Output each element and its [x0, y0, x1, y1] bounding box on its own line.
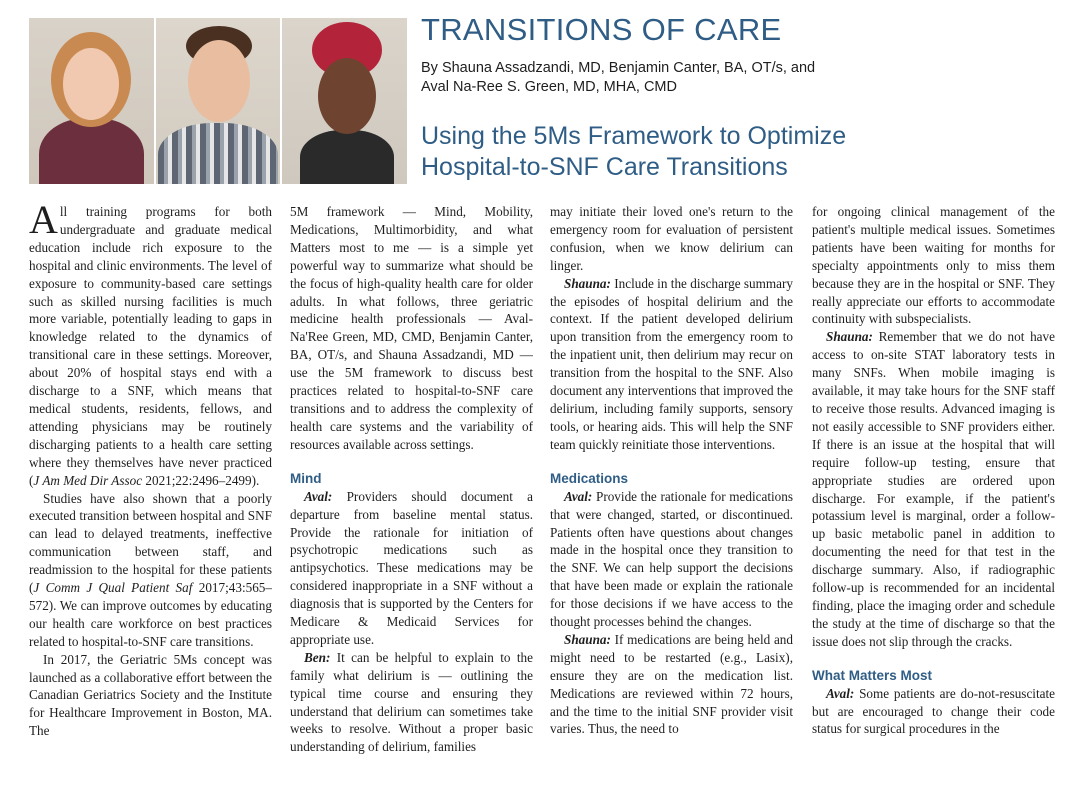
author-photos — [29, 18, 407, 184]
article-title-line-2: Hospital-to-SNF Care Transitions — [421, 153, 788, 181]
paragraph-text: Providers should document a departure from baseline mental status. Provide the rationale for initiation of psychotropic medications such as antipsychotics. These medications may be considered inappropriate in a SNF without a diagnosis that is supported by the Centers for Medicare & Medicaid Services for appropriate use. — [290, 488, 533, 647]
speaker-name: Aval: — [564, 488, 593, 504]
paragraph-text: Studies have also shown that a poorly executed transition between hospital and SNF can lead to delayed treatments, ineffective communication between staff, and readmission to the hospital for these patients ( — [29, 490, 272, 596]
body-column-3 — [550, 203, 793, 793]
author-photo-3 — [282, 18, 407, 184]
body-column-2 — [290, 203, 533, 793]
section-title: TRANSITIONS OF CARE — [421, 12, 782, 47]
paragraph — [290, 649, 533, 756]
byline-line-2: Aval Na-Ree S. Green, MD, MHA, CMD — [421, 79, 677, 95]
paragraph-text: If medications are being held and might need to be restarted (e.g., Lasix), ensure they are on the medication list. Medications are reviewed within 72 hours, and the time to the initial SNF provider visit varies. Thus, the need to — [550, 631, 793, 737]
speaker-name: Shauna: — [826, 329, 873, 345]
body-column-4 — [812, 203, 1055, 793]
paragraph — [550, 631, 793, 738]
citation-detail: 2017;43:565–572). We can improve outcomes by educating our health care workforce on best practices related to hospital-to-SNF care transitions. — [29, 580, 272, 649]
speaker-name: Aval: — [304, 488, 333, 504]
paragraph-text: Include in the discharge summary the episodes of hospital delirium and the context. If the patient developed delirium upon transition from the emergency room to the inpatient unit, then delirium may recur on transition from the hospital to the SNF. Also document any interventions that improved the delirium, including family supports, sensory tools, or hearing aids. This will help the SNF team quickly reinitiate those interventions. — [550, 275, 793, 452]
intro-text: All training programs for both undergraduate and graduate medical education include rich exposure to the hospital and clinic environments. The level of exposure to community-based care settings such as skilled nursing facilities is much more variable, potentially leading to gaps in knowledge related to the dynamics of transitional care in these settings. Moreover, about 20% of hospital stays end with a discharge to a SNF, which means that medical students, residents, fellows, and attending physicians may be routinely discharging patients to a health care setting where they themselves have never practiced ( — [29, 203, 272, 488]
paragraph-text: Provide the rationale for medications that were changed, started, or discontinued. Patients often have questions about changes made in the hospital once they transition to the SNF. We can help support the decisions that have been made or explain the rationale for those decisions if we have access to the thought processes behind the changes. — [550, 488, 793, 630]
paragraph — [812, 328, 1055, 650]
body-column-1 — [29, 203, 272, 793]
paragraph — [812, 685, 1055, 739]
byline — [421, 59, 1061, 97]
paragraph — [29, 490, 272, 651]
paragraph-text: Remember that we do not have access to on-site STAT laboratory tests in many SNFs. When mobile imaging is available, it may take hours for the SNF staff to receive those results. Advanced imaging is not easily accessible to SNF providers either. If there is an issue at the hospital that will require follow-up testing, ensure that appropriate studies are ordered upon discharge. For example, if the patient's potassium level is marginal, order a follow-up basic metabolic panel in addition to documenting the need for that test in the discharge summary. Also, if radiographic follow-up is recommended for an incidental finding, place the imaging order and schedule the study at the time of discharge so that the issue does not slip through the cracks. — [812, 329, 1055, 649]
author-photo-2 — [156, 18, 281, 184]
paragraph: may initiate their loved one's return to the emergency room for evaluation of persistent confusion, when we know delirium can linger. — [550, 204, 793, 273]
paragraph-text: Some patients are do-not-resuscitate but are encouraged to change their code status for surgical procedures in the — [812, 685, 1055, 737]
paragraph: for ongoing clinical management of the patient's multiple medical issues. Sometimes patients have been waiting for months for specialty appointments only to miss them because they are in the hospital or SNF. They really appreciate our efforts to accommodate continuity with subspecialists. — [812, 204, 1055, 327]
paragraph — [290, 488, 533, 649]
speaker-name: Ben: — [304, 649, 331, 665]
subheading-medications: Medications — [550, 470, 629, 486]
article-title-line-1: Using the 5Ms Framework to Optimize — [421, 122, 847, 150]
citation: J Am Med Dir Assoc — [33, 472, 143, 488]
author-photo-1 — [29, 18, 154, 184]
paragraph: 5M framework — Mind, Mobility, Medications, Multimorbidity, and what Matters most to me — is a simple yet powerful way to summarize what should be the focus of high-quality health care for older adults. In what follows, three geriatric medicine health professionals — Aval-Na'Ree Green, MD, CMD, Benjamin Canter, BA, OT/s, and Shauna Assadzandi, MD — use the 5M framework to discuss best practices related to hospital-to-SNF care transitions and to address the complexity of health care systems and the variability of resources available across settings. — [290, 204, 533, 452]
citation-detail: 2021;22:2496–2499). — [142, 472, 260, 488]
paragraph: In 2017, the Geriatric 5Ms concept was launched as a collaborative effort between the Canadian Geriatrics Society and the Institute for Healthcare Improvement in Boston, MA. The — [29, 651, 272, 739]
intro-paragraph — [29, 203, 272, 490]
speaker-name: Shauna: — [564, 275, 611, 291]
paragraph-text: It can be helpful to explain to the family what delirium is — outlining the typical time course and ensuring they understand that delirium can sometimes take weeks to resolve. Without a proper basic understanding of delirium, families — [290, 649, 533, 755]
paragraph — [550, 275, 793, 454]
article-title — [421, 121, 1061, 183]
byline-line-1: By Shauna Assadzandi, MD, Benjamin Canter, BA, OT/s, and — [421, 60, 816, 76]
speaker-name: Aval: — [826, 685, 855, 701]
citation: J Comm J Qual Patient Saf — [33, 580, 193, 596]
paragraph — [550, 488, 793, 631]
speaker-name: Shauna: — [564, 631, 611, 647]
subheading-what-matters-most: What Matters Most — [812, 667, 933, 683]
subheading-mind: Mind — [290, 470, 322, 486]
